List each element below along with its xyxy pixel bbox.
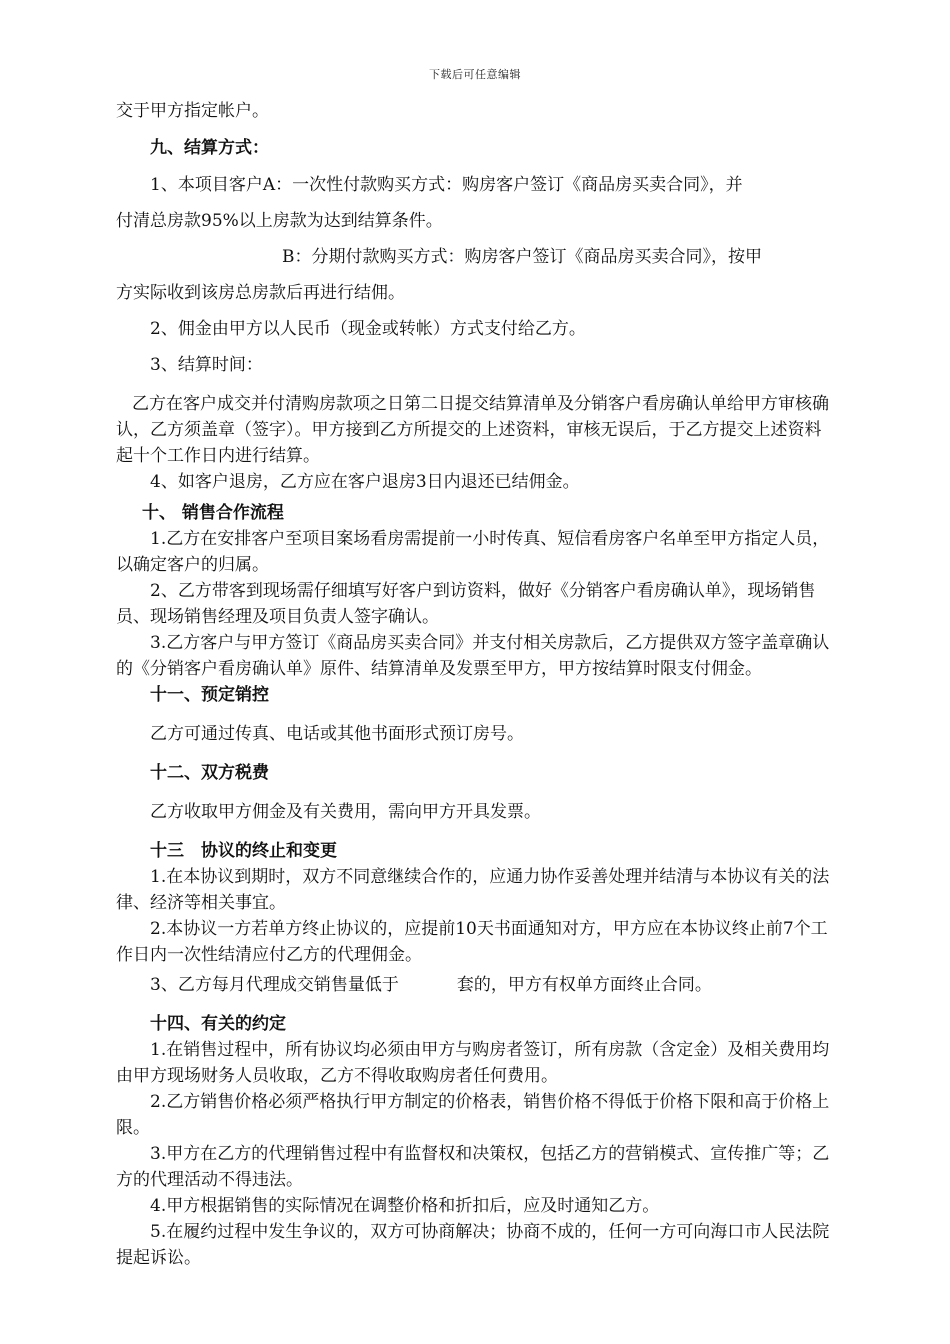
section-9-item-4: 4、如客户退房，乙方应在客户退房3日内退还已结佣金。	[150, 472, 580, 492]
section-9-item-3: 3、结算时间：	[150, 355, 263, 375]
section-13-item-3	[116, 972, 832, 998]
section-10-title: 十、 销售合作流程	[142, 503, 284, 523]
header-note: 下载后可任意编辑	[429, 68, 521, 81]
section-9-settlement-time: 乙方在客户成交并付清购房款项之日第二日提交结算清单及分销客户看房确认单给甲方审核确认，乙方须盖章（签字）。甲方接到乙方所提交的上述资料，审核无误后，于乙方提交上述资料起十个工作日内进行结算。	[116, 394, 829, 466]
section-9-item-1-b-a: B：分期付款购买方式：购房客户签订《商品房买卖合同》，按甲	[282, 247, 762, 267]
section-13-item-3-end: 套的，甲方有权单方面终止合同。	[456, 975, 712, 995]
section-9-item-1-b-b: 方实际收到该房总房款后再进行结佣。	[116, 283, 405, 303]
section-14-item-3: 3.甲方在乙方的代理销售过程中有监督权和决策权，包括乙方的营销模式、宣传推广等；乙方的代理活动不得违法。	[116, 1144, 830, 1190]
section-12-item-1: 乙方收取甲方佣金及有关费用，需向甲方开具发票。	[150, 802, 541, 822]
section-13-item-3-start: 3、乙方每月代理成交销售量低于	[150, 975, 399, 995]
section-13-title: 十三 协议的终止和变更	[150, 841, 337, 861]
section-10-item-1: 1.乙方在安排客户至项目案场看房需提前一小时传真、短信看房客户名单至甲方指定人员，以确定客户的归属。	[116, 529, 830, 575]
section-14-item-4: 4.甲方根据销售的实际情况在调整价格和折扣后，应及时通知乙方。	[150, 1196, 660, 1216]
section-14-item-5: 5.在履约过程中发生争议的，双方可协商解决；协商不成的，任何一方可向海口市人民法院提起诉讼。	[116, 1222, 830, 1268]
section-9-item-1a: 1、本项目客户A：一次性付款购买方式：购房客户签订《商品房买卖合同》，并	[150, 175, 743, 195]
section-10-item-2: 2、乙方带客到现场需仔细填写好客户到访资料，做好《分销客户看房确认单》，现场销售员、现场销售经理及项目负责人签字确认。	[116, 581, 816, 627]
section-12-title: 十二、双方税费	[150, 763, 269, 783]
section-9-item-1b: 付清总房款95%以上房款为达到结算条件。	[116, 211, 443, 231]
section-11-item-1: 乙方可通过传真、电话或其他书面形式预订房号。	[150, 724, 524, 744]
section-14-title: 十四、有关的约定	[150, 1014, 286, 1034]
section-13-item-1: 1.在本协议到期时，双方不同意继续合作的，应通力协作妥善处理并结清与本协议有关的法律、经济等相关事宜。	[116, 867, 830, 913]
section-14-item-2: 2.乙方销售价格必须严格执行甲方制定的价格表，销售价格不得低于价格下限和高于价格上限。	[116, 1092, 830, 1138]
intro-line: 交于甲方指定帐户。	[116, 101, 269, 121]
section-10-item-3: 3.乙方客户与甲方签订《商品房买卖合同》并支付相关房款后，乙方提供双方签字盖章确认的《分销客户看房确认单》原件、结算清单及发票至甲方，甲方按结算时限支付佣金。	[116, 633, 830, 679]
section-14-item-1: 1.在销售过程中，所有协议均必须由甲方与购房者签订，所有房款（含定金）及相关费用均由甲方现场财务人员收取，乙方不得收取购房者任何费用。	[116, 1040, 830, 1086]
section-11-title: 十一、预定销控	[150, 685, 269, 705]
section-9-item-2: 2、佣金由甲方以人民币（现金或转帐）方式支付给乙方。	[150, 319, 586, 339]
section-9-title: 九、结算方式：	[150, 138, 269, 158]
document-body	[116, 98, 832, 1271]
section-13-item-2: 2.本协议一方若单方终止协议的，应提前10天书面通知对方，甲方应在本协议终止前7个工作日内一次性结清应付乙方的代理佣金。	[116, 919, 828, 965]
